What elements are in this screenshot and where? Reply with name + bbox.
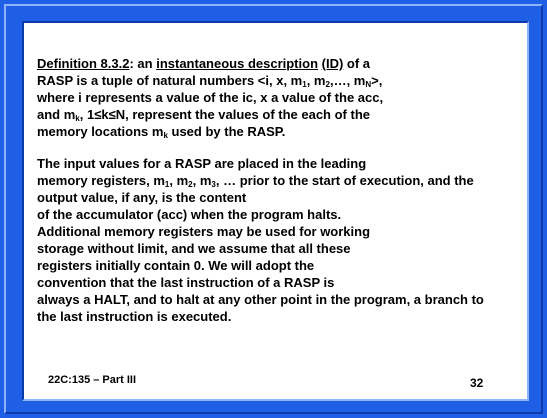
body-line-3: output value, if any, is the content (37, 190, 247, 205)
body-text: , m (169, 173, 189, 188)
body-line-6: storage without limit, and we assume that all these (37, 241, 351, 256)
definition-text: memory locations m (37, 124, 164, 139)
footer-course-label: 22C:135 – Part III (48, 374, 137, 386)
body-line-5: Additional memory registers may be used for working (37, 224, 371, 239)
body-line-1: The input values for a RASP are placed in the leading (37, 156, 367, 171)
body-line-9: always a HALT, and to halt at any other point in the program, a branch to (37, 292, 484, 307)
definition-text: >, (371, 73, 383, 88)
definition-text: , m (306, 73, 326, 88)
definition-sep: : an (129, 56, 157, 71)
subscript: k (163, 131, 168, 140)
subscript: 1 (164, 180, 170, 189)
subscript: 3 (211, 180, 216, 189)
definition-line-3: where i represents a value of the ic, x a value of the acc, (37, 90, 384, 105)
definition-abbr: (ID) (321, 56, 344, 71)
definition-text: used by the RASP. (167, 124, 286, 139)
body-line-10: the last instruction is executed. (37, 309, 232, 324)
definition-text: , 1≤k≤N, represent the values of the each of the (79, 107, 370, 122)
definition-text: and m (37, 107, 76, 122)
subscript: 1 (302, 80, 307, 89)
definition-text: RASP is a tuple of natural numbers <i, x, m (37, 73, 303, 88)
body-text: , m (192, 173, 212, 188)
subscript: 2 (188, 180, 193, 189)
subscript: k (75, 114, 80, 123)
body-line-8: convention that the last instruction of a RASP is (37, 275, 335, 290)
definition-line-2 (37, 72, 537, 89)
definition-line-5 (37, 123, 537, 140)
definition-label: Definition 8.3.2 (37, 56, 130, 71)
body-line-7: registers initially contain 0. We will adopt the (37, 258, 315, 273)
subscript: 2 (325, 80, 330, 89)
definition-line-1 (37, 55, 537, 72)
definition-line-1-end: of a (343, 56, 371, 71)
definition-line-4 (37, 106, 537, 123)
definition-paragraph (37, 55, 537, 140)
definition-term: instantaneous description (156, 56, 319, 71)
body-line-4: of the accumulator (acc) when the program halts. (37, 207, 342, 222)
body-text: , … prior to the start of execution, and the (215, 173, 474, 188)
definition-text: ,…, m (329, 73, 366, 88)
subscript: N (365, 80, 372, 89)
body-paragraph (37, 155, 537, 325)
body-text: memory registers, m (37, 173, 165, 188)
footer-page-number: 32 (470, 376, 484, 390)
body-line-2 (37, 172, 537, 189)
